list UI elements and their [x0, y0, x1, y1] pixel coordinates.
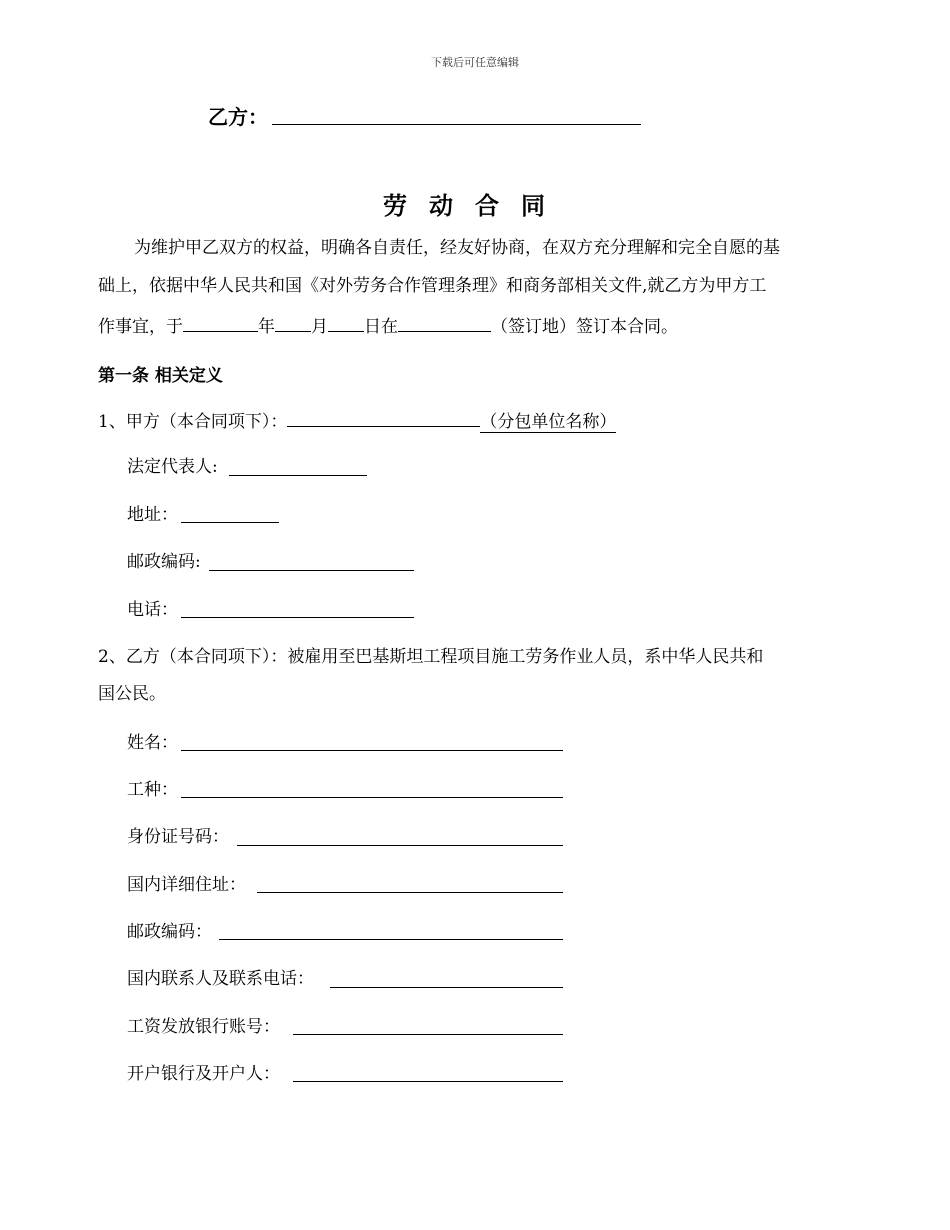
legal-rep-blank[interactable]: [229, 475, 367, 476]
name-blank[interactable]: [181, 750, 563, 751]
trade-blank[interactable]: [181, 797, 563, 798]
page-header-note: 下载后可任意编辑: [431, 56, 519, 69]
preamble-text-prefix: 作事宜，于: [98, 317, 183, 337]
domestic-address-label: 国内详细住址：: [127, 875, 246, 895]
party-b-item-line-2: 国公民。: [98, 684, 166, 704]
document-title: 劳动合同: [383, 192, 567, 220]
party-a-label: 1、甲方（本合同项下）：: [98, 412, 288, 432]
emergency-contact-label: 国内联系人及联系电话：: [127, 969, 314, 989]
emergency-contact-blank[interactable]: [330, 987, 563, 988]
party-a-phone-label: 电话：: [127, 600, 178, 620]
preamble-line-1: 为维护甲乙双方的权益，明确各自责任，经友好协商，在双方充分理解和完全自愿的基: [134, 238, 780, 258]
name-label: 姓名：: [127, 733, 178, 753]
party-a-address-blank[interactable]: [181, 522, 279, 523]
year-blank[interactable]: [183, 315, 258, 332]
month-blank[interactable]: [275, 315, 311, 332]
party-a-placeholder: （分包单位名称）: [480, 412, 617, 432]
party-a-address-label: 地址：: [127, 505, 178, 525]
party-b-postcode-label: 邮政编码：: [127, 922, 212, 942]
domestic-address-blank[interactable]: [257, 892, 563, 893]
trade-label: 工种：: [127, 780, 178, 800]
party-b-item-line-1: 2、乙方（本合同项下）：被雇用至巴基斯坦工程项目施工劳务作业人员，系中华人民共和: [98, 647, 764, 667]
party-a-phone-blank[interactable]: [181, 617, 414, 618]
party-a-item: [98, 410, 616, 432]
party-b-postcode-blank[interactable]: [219, 939, 563, 940]
bank-holder-label: 开户银行及开户人：: [127, 1064, 280, 1084]
preamble-line-3: [98, 315, 678, 337]
party-a-name-blank[interactable]: [287, 410, 480, 427]
legal-rep-label: 法定代表人:: [127, 457, 218, 477]
party-a-postcode-label: 邮政编码:: [127, 552, 201, 572]
bank-account-blank[interactable]: [293, 1034, 563, 1035]
day-blank[interactable]: [328, 315, 364, 332]
party-a-postcode-blank[interactable]: [209, 570, 414, 571]
bank-account-label: 工资发放银行账号：: [127, 1017, 280, 1037]
month-label: 月: [311, 317, 328, 337]
year-label: 年: [258, 317, 275, 337]
id-number-blank[interactable]: [237, 845, 563, 846]
party-b-signature-label: 乙方：: [208, 105, 268, 129]
signing-place-blank[interactable]: [398, 315, 491, 332]
preamble-text-suffix: （签订地）签订本合同。: [491, 317, 678, 337]
bank-holder-blank[interactable]: [293, 1081, 563, 1082]
party-b-signature-line[interactable]: [272, 124, 641, 125]
article-1-heading: 第一条 相关定义: [98, 366, 223, 386]
day-label: 日在: [364, 317, 398, 337]
preamble-line-2: 础上，依据中华人民共和国《对外劳务合作管理条理》和商务部相关文件,就乙方为甲方工: [98, 276, 767, 296]
id-number-label: 身份证号码：: [127, 827, 229, 847]
